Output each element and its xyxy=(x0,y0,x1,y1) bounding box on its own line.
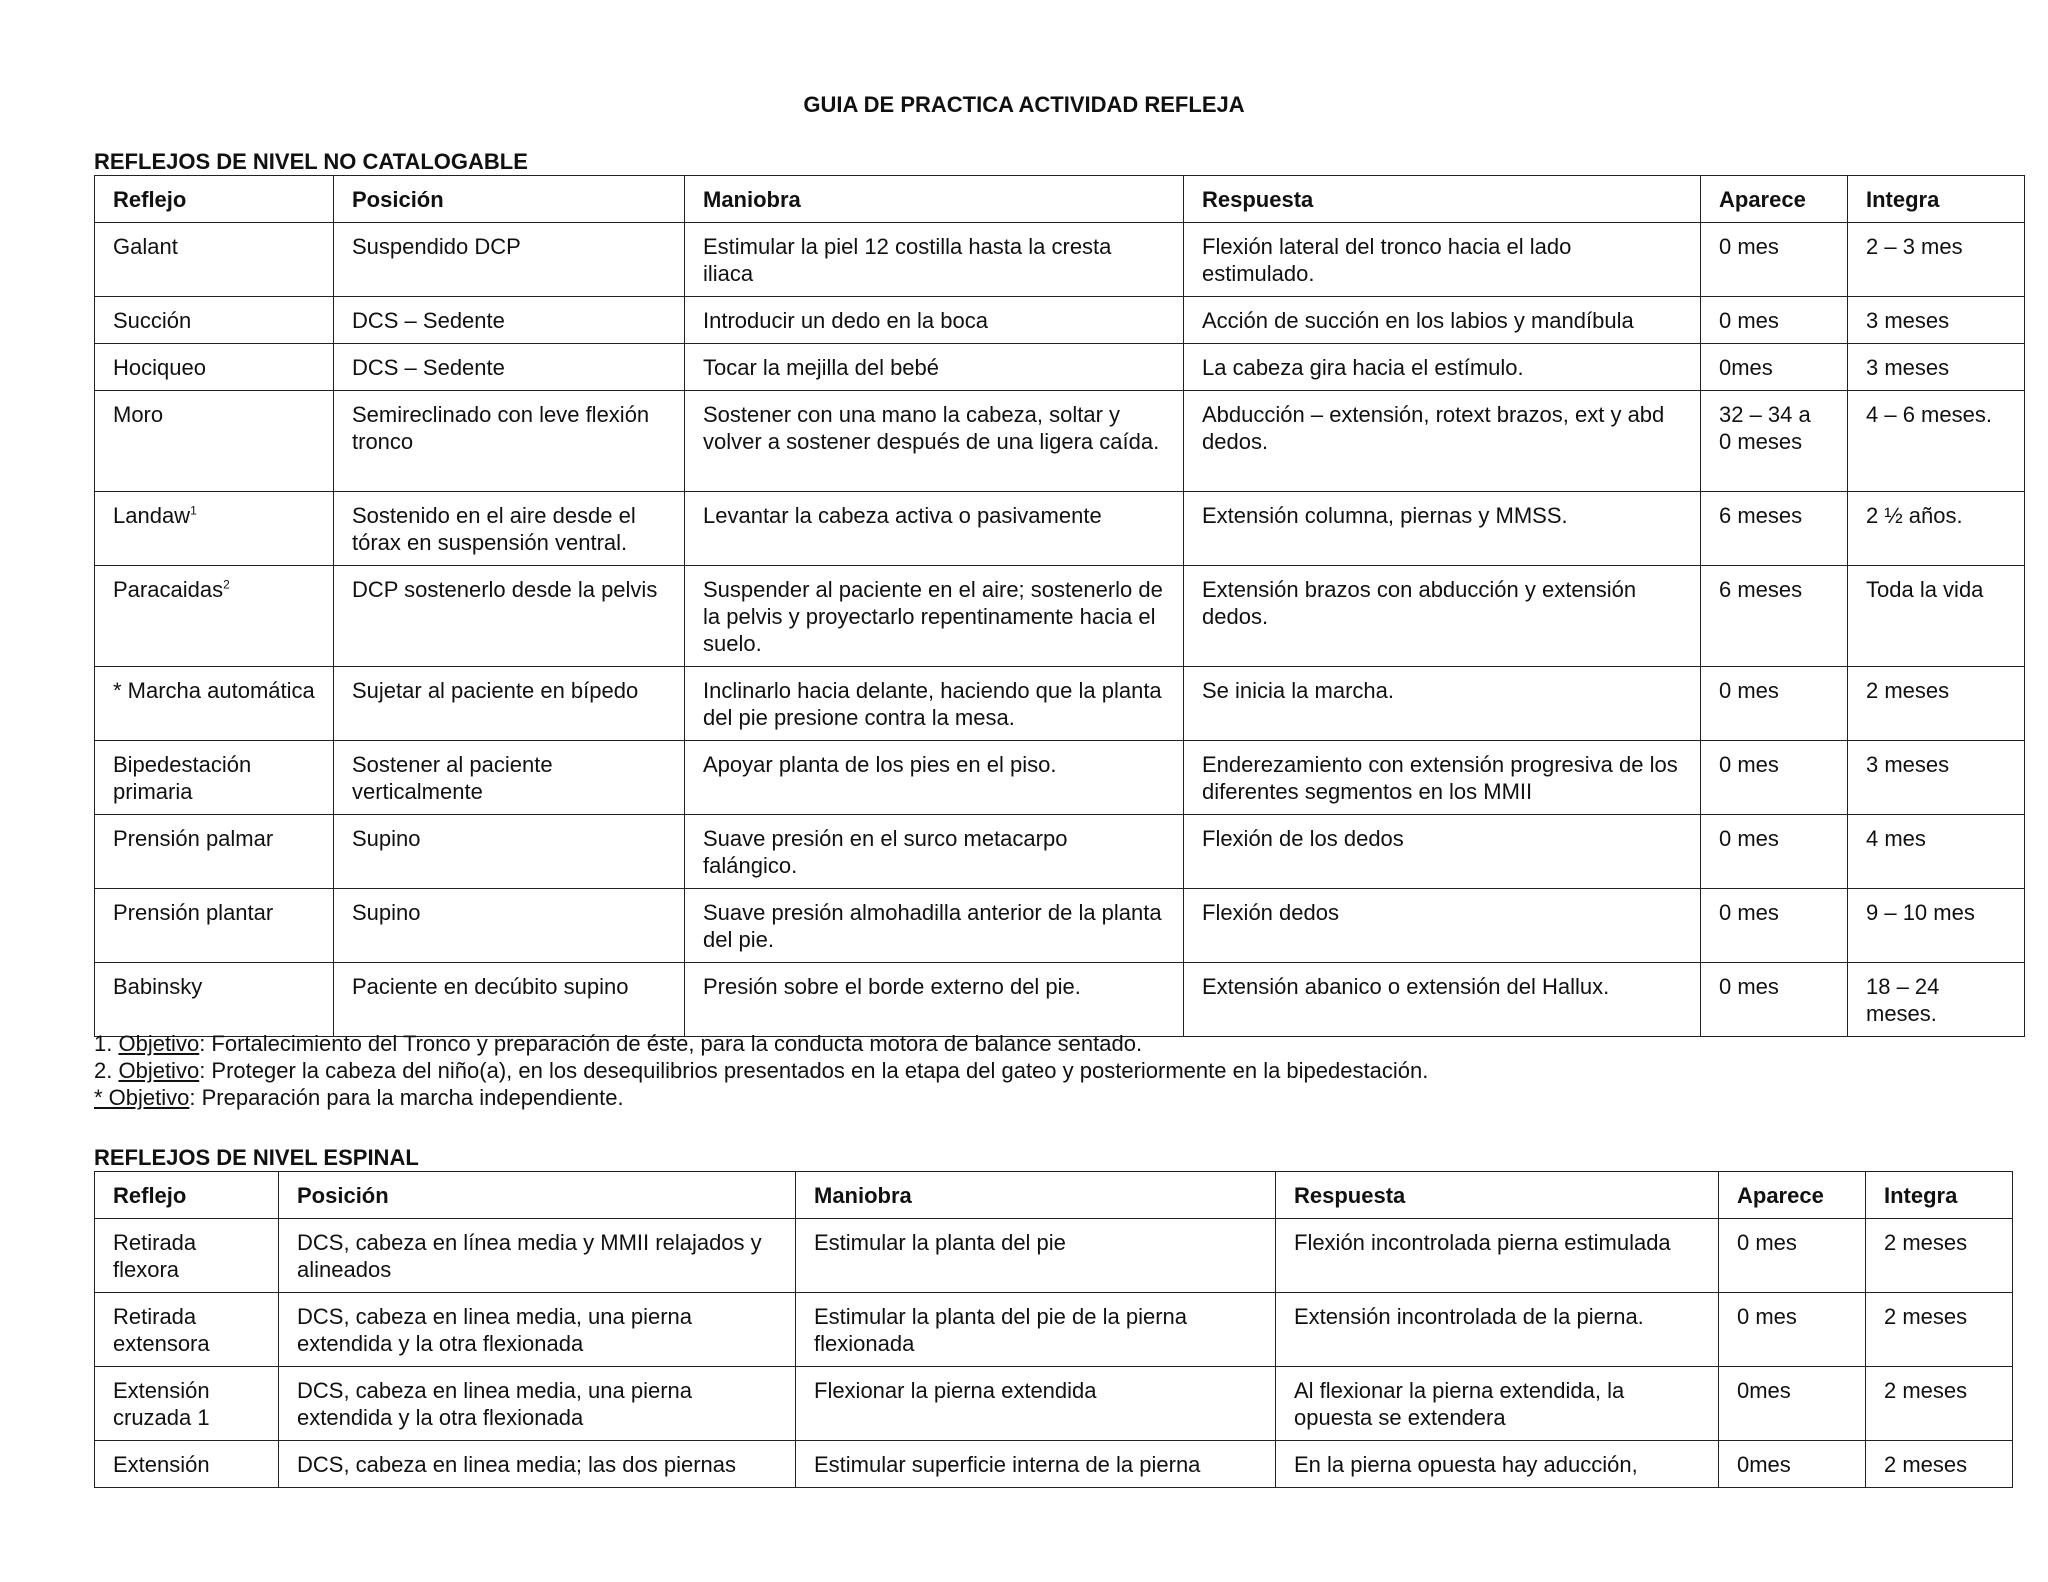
cell-posicion xyxy=(279,1293,796,1367)
cell-posicion xyxy=(334,889,685,963)
cell-reflejo xyxy=(95,566,334,667)
cell-text: DCP sostenerlo desde la pelvis xyxy=(352,577,658,602)
cell-maniobra xyxy=(685,492,1184,566)
column-header: Respuesta xyxy=(1184,176,1701,223)
cell-text: Paracaidas xyxy=(113,577,224,602)
cell-text: Estimular la planta del pie de la pierna flexionada xyxy=(814,1304,1188,1356)
cell-integra xyxy=(1848,566,2025,667)
cell-posicion xyxy=(334,963,685,1037)
cell-respuesta xyxy=(1184,391,1701,492)
cell-text: Paciente en decúbito supino xyxy=(352,974,629,999)
cell-aparece xyxy=(1701,889,1848,963)
cell-text: 2 meses xyxy=(1866,678,1950,703)
cell-text: 6 meses xyxy=(1719,503,1803,528)
cell-text: 0 mes xyxy=(1719,826,1779,851)
cell-respuesta xyxy=(1184,667,1701,741)
cell-text: Levantar la cabeza activa o pasivamente xyxy=(703,503,1102,528)
cell-text: Supino xyxy=(352,826,421,851)
cell-text: En la pierna opuesta hay aducción, xyxy=(1294,1452,1638,1477)
footnote-label: Objetivo xyxy=(118,1031,200,1056)
cell-text: 0 mes xyxy=(1719,900,1779,925)
cell-respuesta xyxy=(1184,815,1701,889)
cell-text: 0 mes xyxy=(1719,678,1779,703)
cell-text: 2 meses xyxy=(1884,1304,1968,1329)
cell-text: Flexión dedos xyxy=(1202,900,1339,925)
cell-text: Inclinarlo hacia delante, haciendo que la planta del pie presione contra la mesa. xyxy=(703,678,1162,730)
cell-aparece xyxy=(1701,344,1848,391)
cell-text: Flexionar la pierna extendida xyxy=(814,1378,1097,1403)
reflex-table-espinal xyxy=(94,1171,2013,1488)
column-header: Maniobra xyxy=(685,176,1184,223)
cell-reflejo xyxy=(95,1293,279,1367)
cell-maniobra xyxy=(796,1441,1276,1488)
column-header: Aparece xyxy=(1701,176,1848,223)
cell-text: 0mes xyxy=(1737,1452,1791,1477)
cell-aparece xyxy=(1701,963,1848,1037)
cell-text: * Marcha automática xyxy=(113,678,315,703)
cell-respuesta xyxy=(1276,1293,1719,1367)
cell-maniobra xyxy=(796,1293,1276,1367)
footnote-label: * Objetivo xyxy=(94,1085,190,1110)
cell-respuesta xyxy=(1276,1219,1719,1293)
cell-text: Sostener con una mano la cabeza, soltar y volver a sostener después de una ligera caída. xyxy=(703,402,1160,454)
footnote-number: 1. xyxy=(94,1031,119,1056)
cell-posicion xyxy=(334,566,685,667)
cell-integra xyxy=(1848,391,2025,492)
cell-text: Prensión plantar xyxy=(113,900,274,925)
footnote-marker: 2 xyxy=(223,577,230,592)
column-header: Integra xyxy=(1848,176,2025,223)
cell-respuesta xyxy=(1184,344,1701,391)
cell-aparece xyxy=(1719,1219,1866,1293)
cell-text: 0 mes xyxy=(1737,1304,1797,1329)
cell-integra xyxy=(1848,815,2025,889)
cell-maniobra xyxy=(685,391,1184,492)
cell-reflejo xyxy=(95,1367,279,1441)
cell-aparece xyxy=(1701,492,1848,566)
table-row xyxy=(95,566,2025,667)
cell-respuesta xyxy=(1184,297,1701,344)
cell-integra xyxy=(1848,492,2025,566)
cell-posicion xyxy=(334,667,685,741)
cell-text: Hociqueo xyxy=(113,355,206,380)
cell-maniobra xyxy=(685,963,1184,1037)
cell-text: Sostener al paciente verticalmente xyxy=(352,752,553,804)
cell-maniobra xyxy=(685,297,1184,344)
cell-integra xyxy=(1848,889,2025,963)
column-header: Posición xyxy=(279,1172,796,1219)
document-title: GUIA DE PRACTICA ACTIVIDAD REFLEJA xyxy=(803,92,1245,117)
cell-text: Babinsky xyxy=(113,974,203,999)
cell-text: Extensión incontrolada de la pierna. xyxy=(1294,1304,1644,1329)
column-header: Reflejo xyxy=(95,1172,279,1219)
cell-text: Semireclinado con leve flexión tronco xyxy=(352,402,650,454)
cell-integra xyxy=(1848,223,2025,297)
table-row xyxy=(95,297,2025,344)
cell-text: 3 meses xyxy=(1866,308,1950,333)
cell-text: 0 mes xyxy=(1719,308,1779,333)
table-row xyxy=(95,344,2025,391)
cell-maniobra xyxy=(685,741,1184,815)
cell-integra xyxy=(1848,667,2025,741)
cell-aparece xyxy=(1701,297,1848,344)
column-header: Maniobra xyxy=(796,1172,1276,1219)
cell-text: 2 meses xyxy=(1884,1230,1968,1255)
cell-text: DCS, cabeza en linea media, una pierna extendida y la otra flexionada xyxy=(297,1378,693,1430)
cell-text: Landaw xyxy=(113,503,191,528)
cell-reflejo xyxy=(95,889,334,963)
cell-posicion xyxy=(334,297,685,344)
cell-text: Estimular superficie interna de la pierna xyxy=(814,1452,1201,1477)
cell-posicion xyxy=(334,223,685,297)
cell-text: Flexión de los dedos xyxy=(1202,826,1404,851)
cell-maniobra xyxy=(796,1219,1276,1293)
cell-integra xyxy=(1848,344,2025,391)
table-row xyxy=(95,1293,2013,1367)
cell-text: 18 – 24 meses. xyxy=(1866,974,1940,1026)
table-row xyxy=(95,667,2025,741)
cell-text: Estimular la planta del pie xyxy=(814,1230,1066,1255)
cell-posicion xyxy=(334,492,685,566)
cell-posicion xyxy=(334,344,685,391)
cell-integra xyxy=(1866,1441,2013,1488)
cell-integra xyxy=(1848,741,2025,815)
cell-maniobra xyxy=(685,667,1184,741)
table-row xyxy=(95,1367,2013,1441)
cell-text: Apoyar planta de los pies en el piso. xyxy=(703,752,1057,777)
cell-text: DCS, cabeza en linea media, una pierna extendida y la otra flexionada xyxy=(297,1304,693,1356)
cell-integra xyxy=(1866,1219,2013,1293)
cell-text: 0 mes xyxy=(1719,234,1779,259)
cell-text: Sujetar al paciente en bípedo xyxy=(352,678,639,703)
cell-reflejo xyxy=(95,815,334,889)
cell-text: Extensión columna, piernas y MMSS. xyxy=(1202,503,1568,528)
cell-maniobra xyxy=(685,344,1184,391)
cell-text: Abducción – extensión, rotext brazos, ext y abd dedos. xyxy=(1202,402,1665,454)
cell-maniobra xyxy=(796,1367,1276,1441)
column-header: Integra xyxy=(1866,1172,2013,1219)
cell-respuesta xyxy=(1184,566,1701,667)
cell-text: 4 – 6 meses. xyxy=(1866,402,1992,427)
cell-text: 0 mes xyxy=(1719,974,1779,999)
cell-text: Retirada flexora xyxy=(113,1230,197,1282)
cell-aparece xyxy=(1701,391,1848,492)
table-header-row xyxy=(95,176,2025,223)
cell-text: 4 mes xyxy=(1866,826,1926,851)
cell-integra xyxy=(1848,963,2025,1037)
cell-maniobra xyxy=(685,566,1184,667)
cell-aparece xyxy=(1701,815,1848,889)
footnote-marker: 1 xyxy=(190,503,197,518)
cell-text: Extensión abanico o extensión del Hallux. xyxy=(1202,974,1610,999)
cell-aparece xyxy=(1719,1367,1866,1441)
cell-aparece xyxy=(1719,1293,1866,1367)
cell-text: La cabeza gira hacia el estímulo. xyxy=(1202,355,1524,380)
table-row xyxy=(95,492,2025,566)
table-row xyxy=(95,741,2025,815)
column-header: Posición xyxy=(334,176,685,223)
cell-text: Supino xyxy=(352,900,421,925)
table-header-row xyxy=(95,1172,2013,1219)
section-title-espinal: REFLEJOS DE NIVEL ESPINAL xyxy=(94,1145,419,1170)
cell-text: Succión xyxy=(113,308,192,333)
cell-text: Introducir un dedo en la boca xyxy=(703,308,988,333)
cell-text: 3 meses xyxy=(1866,355,1950,380)
cell-reflejo xyxy=(95,1441,279,1488)
footnote-line xyxy=(94,1057,1428,1084)
cell-reflejo xyxy=(95,963,334,1037)
cell-integra xyxy=(1866,1367,2013,1441)
cell-reflejo xyxy=(95,391,334,492)
cell-text: Se inicia la marcha. xyxy=(1202,678,1394,703)
cell-posicion xyxy=(334,815,685,889)
footnote-line xyxy=(94,1084,1428,1111)
cell-text: DCS, cabeza en línea media y MMII relajados y alineados xyxy=(297,1230,762,1282)
cell-text: 0mes xyxy=(1737,1378,1791,1403)
cell-aparece xyxy=(1701,566,1848,667)
cell-text: DCS – Sedente xyxy=(352,308,505,333)
cell-text: 0 mes xyxy=(1737,1230,1797,1255)
cell-text: Suspendido DCP xyxy=(352,234,521,259)
cell-text: Galant xyxy=(113,234,178,259)
cell-respuesta xyxy=(1276,1367,1719,1441)
cell-respuesta xyxy=(1184,741,1701,815)
cell-text: Moro xyxy=(113,402,164,427)
cell-text: 6 meses xyxy=(1719,577,1803,602)
section-title-no-catalogable: REFLEJOS DE NIVEL NO CATALOGABLE xyxy=(94,149,528,174)
cell-posicion xyxy=(279,1219,796,1293)
cell-text: Sostenido en el aire desde el tórax en suspensión ventral. xyxy=(352,503,636,555)
cell-posicion xyxy=(279,1441,796,1488)
cell-text: Retirada extensora xyxy=(113,1304,210,1356)
cell-reflejo xyxy=(95,223,334,297)
cell-text: Extensión brazos con abducción y extensión dedos. xyxy=(1202,577,1637,629)
cell-text: 2 meses xyxy=(1884,1378,1968,1403)
table-row xyxy=(95,963,2025,1037)
cell-text: Bipedestación primaria xyxy=(113,752,252,804)
cell-integra xyxy=(1848,297,2025,344)
footnotes xyxy=(94,1030,1428,1111)
cell-reflejo xyxy=(95,344,334,391)
cell-text: DCS, cabeza en linea media; las dos piernas xyxy=(297,1452,737,1477)
cell-respuesta xyxy=(1184,889,1701,963)
cell-maniobra xyxy=(685,223,1184,297)
cell-text: Prensión palmar xyxy=(113,826,274,851)
footnote-text: : Fortalecimiento del Tronco y preparación de éste, para la conducta motora de balance sentado. xyxy=(199,1031,1143,1056)
cell-text: Toda la vida xyxy=(1866,577,1984,602)
footnote-line xyxy=(94,1030,1428,1057)
table-row xyxy=(95,889,2025,963)
table-row xyxy=(95,391,2025,492)
cell-respuesta xyxy=(1184,223,1701,297)
cell-text: 2 – 3 mes xyxy=(1866,234,1963,259)
cell-text: Flexión lateral del tronco hacia el lado estimulado. xyxy=(1202,234,1572,286)
cell-text: 0 mes xyxy=(1719,752,1779,777)
cell-aparece xyxy=(1701,741,1848,815)
cell-reflejo xyxy=(95,1219,279,1293)
cell-aparece xyxy=(1701,223,1848,297)
cell-text: DCS – Sedente xyxy=(352,355,505,380)
table-row xyxy=(95,223,2025,297)
cell-text: Extensión xyxy=(113,1452,210,1477)
cell-maniobra xyxy=(685,815,1184,889)
cell-text: Enderezamiento con extensión progresiva de los diferentes segmentos en los MMII xyxy=(1202,752,1678,804)
cell-text: Extensión cruzada 1 xyxy=(113,1378,210,1430)
cell-respuesta xyxy=(1184,963,1701,1037)
cell-text: Tocar la mejilla del bebé xyxy=(703,355,940,380)
table-row xyxy=(95,1219,2013,1293)
cell-text: 0mes xyxy=(1719,355,1773,380)
cell-reflejo xyxy=(95,297,334,344)
cell-text: Suave presión almohadilla anterior de la planta del pie. xyxy=(703,900,1162,952)
cell-text: 32 – 34 a 0 meses xyxy=(1719,402,1811,454)
footnote-text: : Proteger la cabeza del niño(a), en los desequilibrios presentados en la etapa del gateo y posteriormente en la bipedestación. xyxy=(199,1058,1429,1083)
cell-text: Acción de succión en los labios y mandíbula xyxy=(1202,308,1634,333)
cell-text: Suspender al paciente en el aire; sostenerlo de la pelvis y proyectarlo repentinamente hacia el suelo. xyxy=(703,577,1163,656)
cell-text: 2 meses xyxy=(1884,1452,1968,1477)
table-row xyxy=(95,1441,2013,1488)
cell-text: Al flexionar la pierna extendida, la opuesta se extendera xyxy=(1294,1378,1625,1430)
cell-text: 9 – 10 mes xyxy=(1866,900,1975,925)
cell-respuesta xyxy=(1184,492,1701,566)
footnote-number: 2. xyxy=(94,1058,119,1083)
cell-aparece xyxy=(1719,1441,1866,1488)
cell-text: 2 ½ años. xyxy=(1866,503,1963,528)
footnote-text: : Preparación para la marcha independiente. xyxy=(189,1085,624,1110)
cell-reflejo xyxy=(95,492,334,566)
column-header: Aparece xyxy=(1719,1172,1866,1219)
cell-respuesta xyxy=(1276,1441,1719,1488)
cell-reflejo xyxy=(95,667,334,741)
table-row xyxy=(95,815,2025,889)
column-header: Respuesta xyxy=(1276,1172,1719,1219)
cell-posicion xyxy=(334,391,685,492)
footnote-label: Objetivo xyxy=(118,1058,200,1083)
cell-text: Presión sobre el borde externo del pie. xyxy=(703,974,1081,999)
column-header: Reflejo xyxy=(95,176,334,223)
cell-reflejo xyxy=(95,741,334,815)
cell-text: 3 meses xyxy=(1866,752,1950,777)
cell-text: Estimular la piel 12 costilla hasta la cresta iliaca xyxy=(703,234,1112,286)
cell-posicion xyxy=(334,741,685,815)
cell-integra xyxy=(1866,1293,2013,1367)
cell-text: Suave presión en el surco metacarpo falángico. xyxy=(703,826,1068,878)
cell-posicion xyxy=(279,1367,796,1441)
reflex-table-no-catalogable xyxy=(94,175,2025,1037)
cell-text: Flexión incontrolada pierna estimulada xyxy=(1294,1230,1671,1255)
cell-maniobra xyxy=(685,889,1184,963)
cell-aparece xyxy=(1701,667,1848,741)
